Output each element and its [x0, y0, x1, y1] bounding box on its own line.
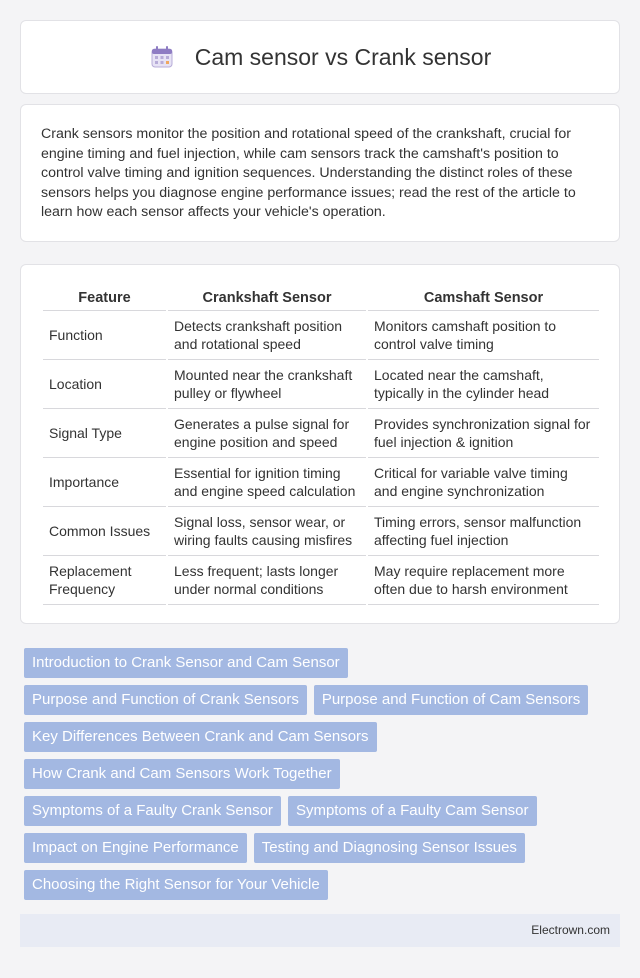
table-cell-feature: Function — [43, 310, 167, 359]
footer-site-name: Electrown.com — [531, 923, 610, 937]
title-card — [20, 20, 620, 94]
table-cell-crankshaft: Signal loss, sensor wear, or wiring faults causing misfires — [167, 506, 367, 555]
tag-link[interactable]: How Crank and Cam Sensors Work Together — [24, 759, 340, 789]
tag-row — [20, 648, 620, 685]
tag-link[interactable]: Symptoms of a Faulty Cam Sensor — [288, 796, 537, 826]
tag-link[interactable]: Impact on Engine Performance — [24, 833, 247, 863]
intro-card — [20, 104, 620, 242]
table-cell-feature: Importance — [43, 457, 167, 506]
tag-link[interactable]: Choosing the Right Sensor for Your Vehicle — [24, 870, 328, 900]
tag-row — [20, 870, 620, 907]
tag-row — [20, 833, 620, 870]
footer — [20, 914, 620, 947]
table-cell-crankshaft: Generates a pulse signal for engine position and speed — [167, 408, 367, 457]
table-row — [43, 506, 599, 555]
topic-tags — [20, 648, 620, 907]
table-cell-feature: Location — [43, 359, 167, 408]
calendar-icon — [149, 44, 175, 70]
table-cell-feature: Signal Type — [43, 408, 167, 457]
table-cell-feature: Common Issues — [43, 506, 167, 555]
tag-row — [20, 685, 620, 722]
tag-row — [20, 796, 620, 833]
table-cell-camshaft: May require replacement more often due to harsh environment — [367, 555, 599, 604]
table-cell-camshaft: Provides synchronization signal for fuel injection & ignition — [367, 408, 599, 457]
table-cell-crankshaft: Detects crankshaft position and rotational speed — [167, 310, 367, 359]
table-cell-crankshaft: Less frequent; lasts longer under normal conditions — [167, 555, 367, 604]
comparison-table — [43, 283, 599, 605]
table-row — [43, 457, 599, 506]
tag-row — [20, 722, 620, 759]
intro-paragraph: Crank sensors monitor the position and rotational speed of the crankshaft, crucial for engine timing and fuel injection, while cam sensors track the camshaft's position to control valve timing and ignition sequences. Understanding the distinct roles of these sensors helps you diagnose engine performance issues; read the rest of the article to learn how each sensor affects your vehicle's operation. — [41, 126, 576, 220]
table-header-feature: Feature — [43, 283, 167, 310]
tag-link[interactable]: Introduction to Crank Sensor and Cam Sensor — [24, 648, 348, 678]
table-cell-camshaft: Critical for variable valve timing and engine synchronization — [367, 457, 599, 506]
tag-link[interactable]: Purpose and Function of Cam Sensors — [314, 685, 588, 715]
page-title: Cam sensor vs Crank sensor — [194, 43, 492, 70]
tag-link[interactable]: Purpose and Function of Crank Sensors — [24, 685, 307, 715]
table-cell-camshaft: Monitors camshaft position to control valve timing — [367, 310, 599, 359]
table-header-crankshaft: Crankshaft Sensor — [167, 283, 367, 310]
tag-link[interactable]: Testing and Diagnosing Sensor Issues — [254, 833, 525, 863]
table-row — [43, 359, 599, 408]
tag-link[interactable]: Key Differences Between Crank and Cam Sensors — [24, 722, 377, 752]
table-cell-crankshaft: Mounted near the crankshaft pulley or flywheel — [167, 359, 367, 408]
table-row — [43, 555, 599, 604]
table-header-row — [43, 283, 599, 310]
table-cell-feature: Replacement Frequency — [43, 555, 167, 604]
table-header-camshaft: Camshaft Sensor — [367, 283, 599, 310]
table-cell-camshaft: Located near the camshaft, typically in the cylinder head — [367, 359, 599, 408]
table-row — [43, 408, 599, 457]
table-cell-crankshaft: Essential for ignition timing and engine speed calculation — [167, 457, 367, 506]
tag-row — [20, 759, 620, 796]
table-cell-camshaft: Timing errors, sensor malfunction affecting fuel injection — [367, 506, 599, 555]
tag-link[interactable]: Symptoms of a Faulty Crank Sensor — [24, 796, 281, 826]
comparison-table-card — [20, 264, 620, 624]
table-row — [43, 310, 599, 359]
